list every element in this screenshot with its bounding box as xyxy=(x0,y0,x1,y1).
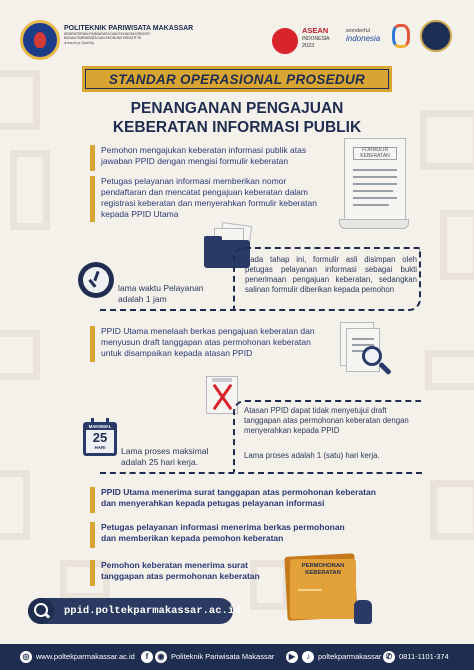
step-marker xyxy=(90,487,95,513)
institution-name: POLITEKNIK PARIWISATA MAKASSAR xyxy=(64,25,194,32)
step-9-text: Pemohon keberatan menerima surat tanggapan atas permohonan keberatan xyxy=(101,560,260,581)
asean-year: 2023 xyxy=(302,43,315,49)
wonderful-indonesia-logo xyxy=(346,28,416,43)
step-7-text: PPID Utama menerima surat tanggapan atas permohonan keberatan dan menyerahkan kepada petugas pelayanan informasi xyxy=(101,487,376,508)
youtube-icon: ▶ xyxy=(286,651,298,663)
form-label-line2: KEBERATAN xyxy=(360,152,390,159)
institution-tagline: Amazing Quality xyxy=(64,40,95,45)
footer-phone[interactable]: 0811-1101-374 xyxy=(399,652,449,661)
step-3-note: Pada tahap ini, formulir asli disimpan oleh petugas pelayanan informasi sebagai bukti penerimaan pengajuan keberatan, sedangkan salinan formulir diberikan kepada pemohon xyxy=(245,255,417,294)
wonderful-text: wonderful xyxy=(346,28,370,34)
search-icon xyxy=(28,598,54,624)
tiktok-icon: ♪ xyxy=(302,651,314,663)
institution-sub1: KEMENTERIAN PARIWISATA DAN EKONOMI KREATIF/ xyxy=(64,32,151,36)
step-marker xyxy=(90,560,95,586)
step-1-text: Pemohon mengajukan keberatan informasi publik atas jawaban PPID dengan mengisi formulir keberatan xyxy=(101,145,307,166)
calendar-day: 25 xyxy=(92,430,108,445)
dashed-connector xyxy=(100,472,422,474)
step-6-time: Lama proses maksimal adalah 25 hari kerja. xyxy=(121,446,209,467)
permohonan-keberatan-folder-icon xyxy=(286,555,360,621)
hand-icon xyxy=(354,600,372,624)
whatsapp-icon: ✆ xyxy=(383,651,395,663)
dashed-connector xyxy=(100,309,236,311)
calendar-label: MAKSIMAL xyxy=(88,424,112,429)
footer-website[interactable]: www.poltekparmakassar.ac.id xyxy=(36,652,135,661)
form-document-icon xyxy=(344,138,406,224)
institution-sub2: BADAN PARIWISATA DAN EKONOMI KREATIF RI xyxy=(64,36,141,41)
step-marker xyxy=(90,176,95,222)
clock-icon xyxy=(78,260,116,300)
step-marker xyxy=(90,145,95,171)
banner-text: STANDAR OPERASIONAL PROSEDUR xyxy=(108,71,366,87)
institution-block xyxy=(64,25,204,45)
document-review-icon xyxy=(340,322,396,378)
footer-tiktok[interactable]: poltekparmakassar xyxy=(318,652,382,661)
folder-label-line2: KEBERATAN xyxy=(305,570,341,576)
step-4-text: PPID Utama menelaah berkas pengajuan keberatan dan menyusun draft tanggapan atas permohonan keberatan untuk disampaikan kepada atasan PPID xyxy=(101,326,315,358)
ppid-url[interactable]: ppid.poltekparmakassar.ac.id xyxy=(64,605,241,617)
step-2-text: Petugas pelayanan informasi memberikan nomor pendaftaran dan mencatat pengajuan keberatan dalam registrasi keberatan dan menyerahkan formulir keberatan kepada PPID Utama xyxy=(101,176,317,219)
step-5-note: Atasan PPID dapat tidak menyetujui draft tanggapan atas permohonan keberatan dengan menyerahkan kepada PPID xyxy=(244,406,409,435)
step-3-time: lama waktu Pelayanan adalah 1 jam xyxy=(118,283,204,304)
step-5-time: Lama proses adalah 1 (satu) hari kerja. xyxy=(244,451,380,460)
asean-text: ASEAN xyxy=(302,26,329,35)
asean-2023-logo xyxy=(270,24,330,58)
calendar-unit: HARI xyxy=(94,445,106,450)
asean-country: INDONESIA xyxy=(302,36,330,42)
step-marker xyxy=(90,522,95,548)
step-marker xyxy=(90,326,95,362)
header xyxy=(0,0,474,64)
indonesia-text: indonesia xyxy=(346,34,381,43)
folder-label-line1: PERMOHONAN xyxy=(301,563,345,569)
facebook-icon: f xyxy=(141,651,153,663)
polytechnic-logo xyxy=(20,20,60,60)
form-label-line1: FORMULIR xyxy=(361,147,389,153)
globe-icon: ◎ xyxy=(20,651,32,663)
title-line1: PENANGANAN PENGAJUAN xyxy=(130,100,344,117)
calendar-icon xyxy=(83,418,117,456)
ppid-url-pill[interactable] xyxy=(28,598,241,624)
footer-bar xyxy=(0,644,474,670)
step-8-text: Petugas pelayanan informasi menerima berkas permohonan dan memberikan kepada pemohon keberatan xyxy=(101,522,345,543)
title-line2: KEBERATAN INFORMASI PUBLIK xyxy=(112,119,362,136)
ministry-logo xyxy=(420,20,452,52)
sop-banner xyxy=(82,66,392,92)
instagram-icon: ◉ xyxy=(155,651,167,663)
footer-facebook[interactable]: Politeknik Pariwisata Makassar xyxy=(171,652,275,661)
